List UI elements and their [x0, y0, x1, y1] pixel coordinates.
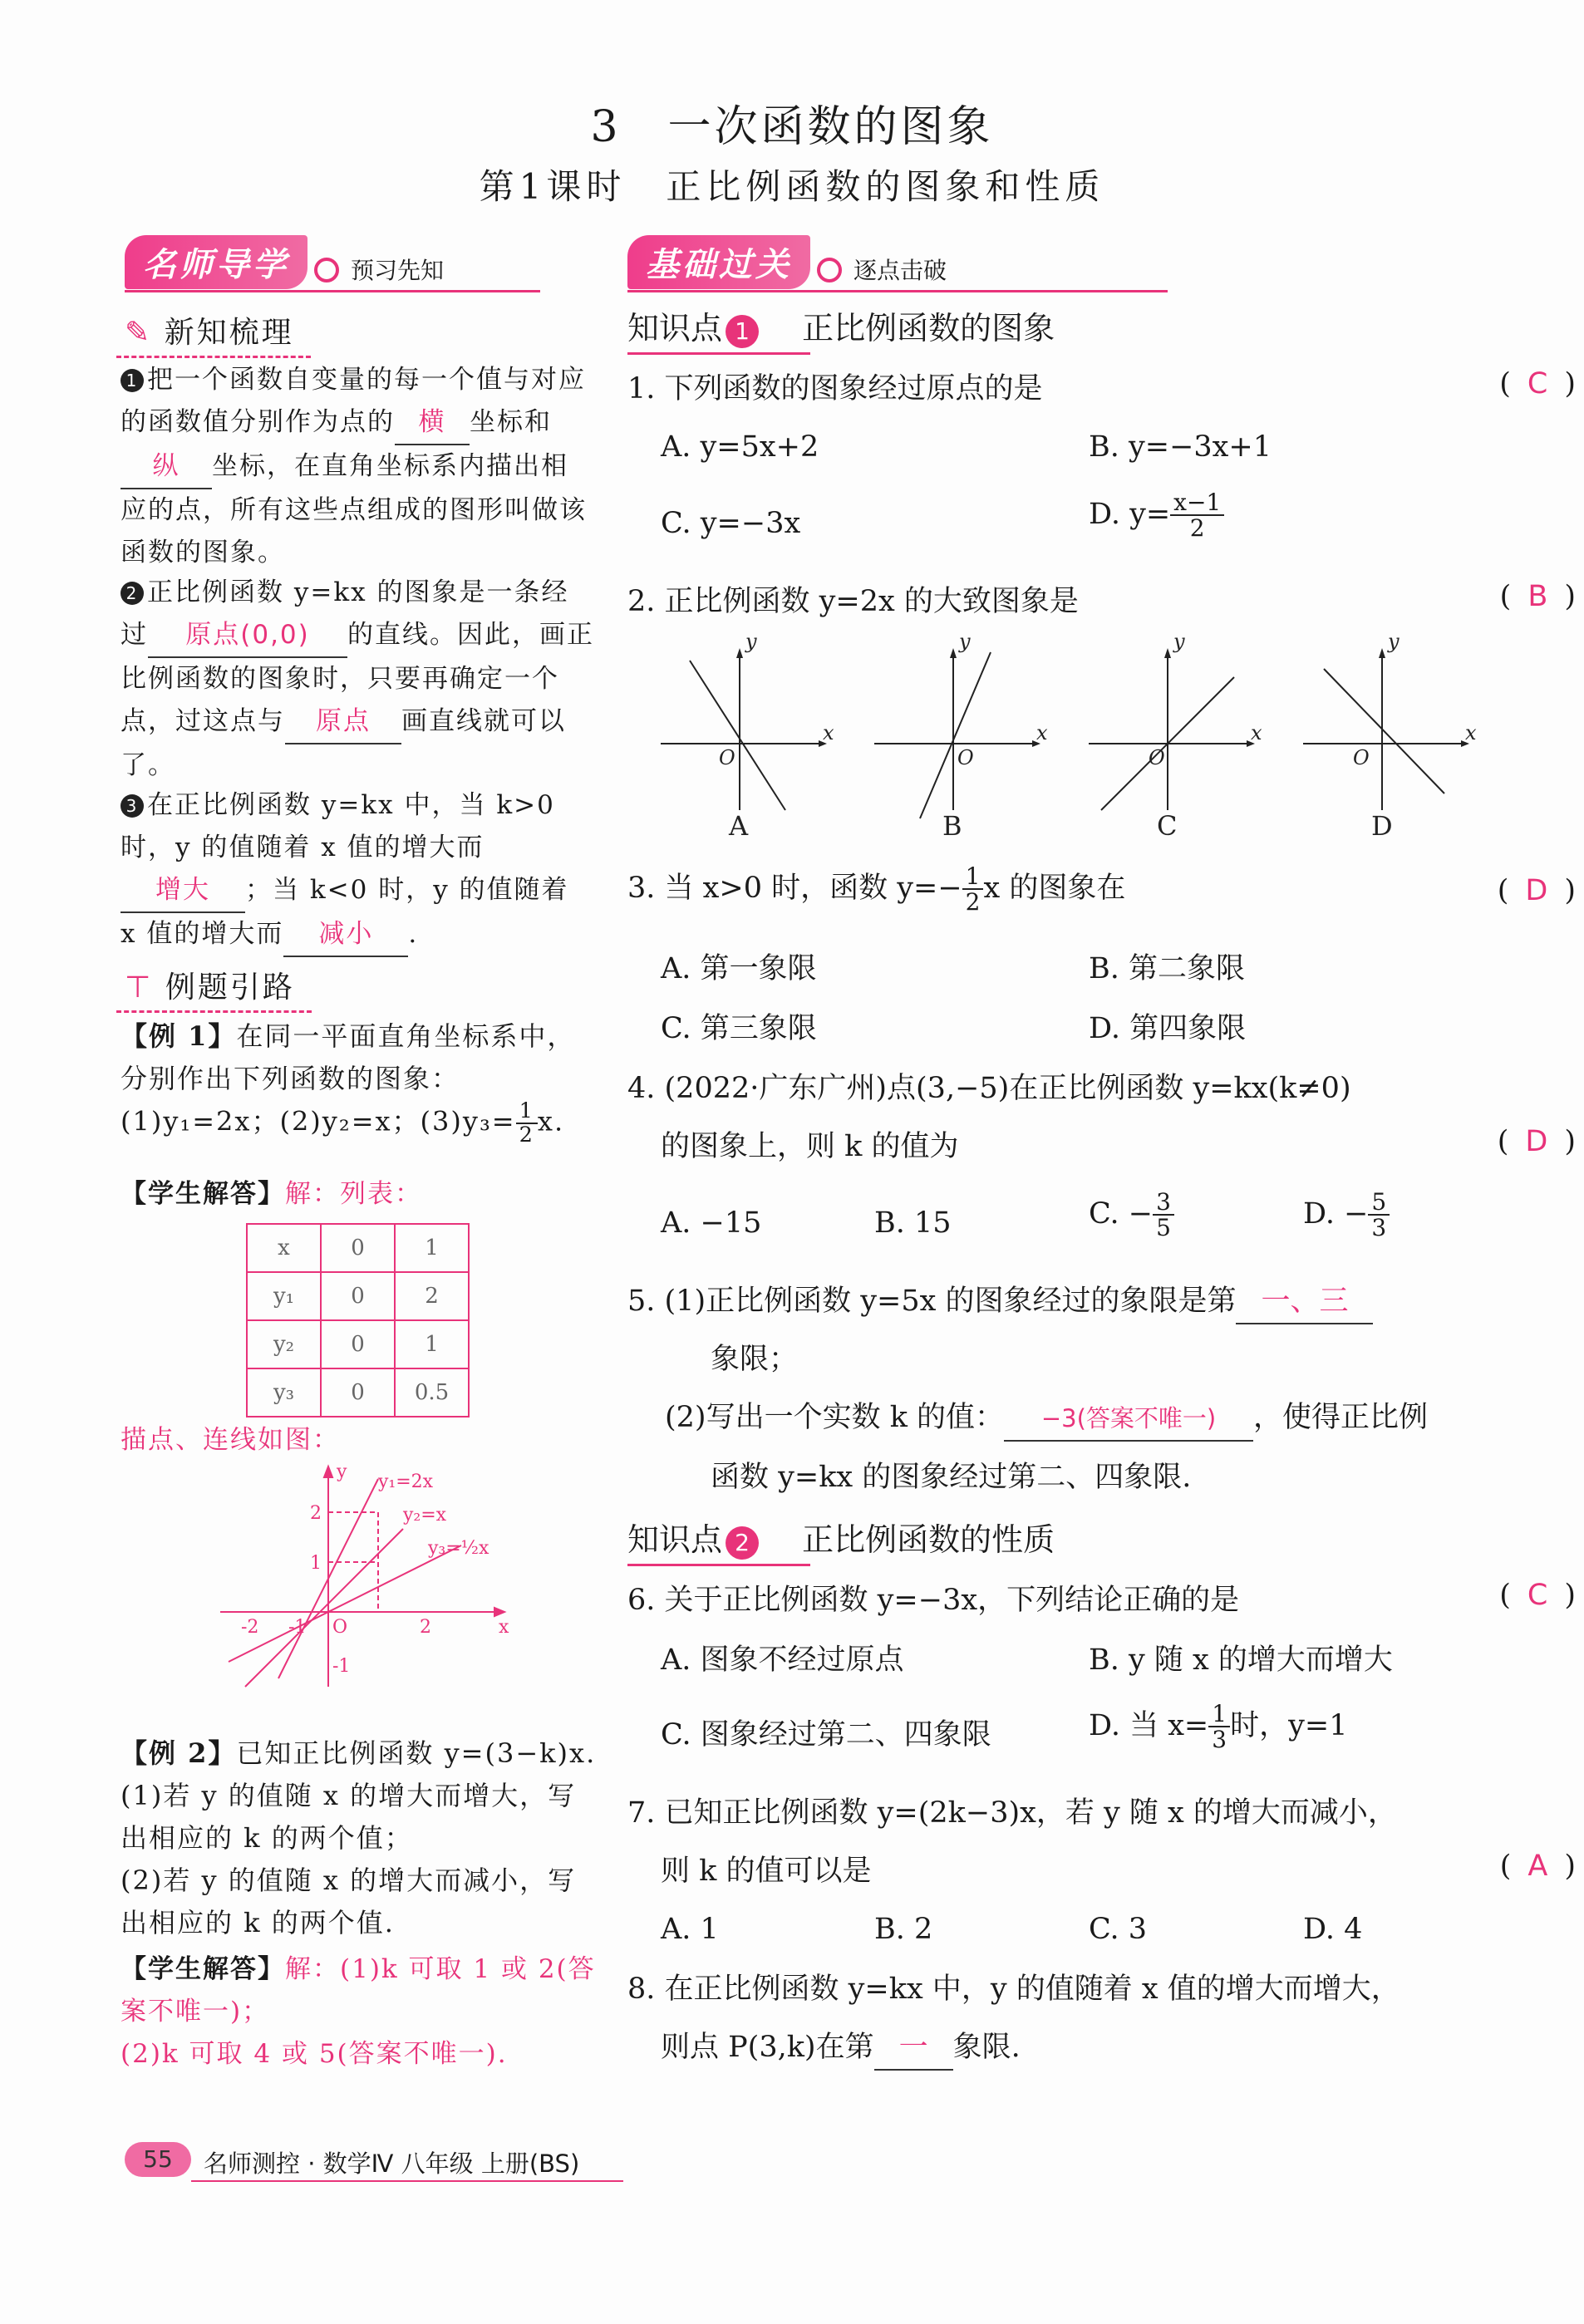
table-cell: 0.5 — [395, 1368, 469, 1417]
table-cell: 0 — [321, 1272, 395, 1320]
table-cell: x — [247, 1224, 321, 1272]
plot-note: 描点、连线如图： — [121, 1425, 340, 1455]
knowledge-point-3: 3 在正比例函数 y=kx 中，当 k>0 时，y 的值随着 x 值的增大而增大 ；当 k<0 时，y 的值随着 x 值的增大而 减小 . — [121, 784, 594, 957]
svg-text:A: A — [729, 810, 749, 842]
x-arrow — [494, 1608, 504, 1616]
answer-blank: 纵 — [121, 445, 212, 489]
y-arrow — [324, 1467, 332, 1477]
option: C. 第三象限 — [661, 1012, 817, 1045]
origin-label: O — [332, 1617, 348, 1638]
option: B. 第二象限 — [1089, 952, 1245, 985]
option: A. 图象不经过原点 — [661, 1644, 904, 1677]
option: C. 3 — [1089, 1913, 1148, 1946]
axis-label-x: x — [499, 1617, 509, 1638]
student-answer-1: 【学生解答】解：列表： — [121, 1179, 422, 1209]
svg-text:x: x — [1465, 721, 1477, 744]
answer-blank: 减小 — [283, 913, 408, 957]
section-title: 新知梳理 — [164, 316, 294, 350]
question-7: 7. 已知正比例函数 y=(2k−3)x，若 y 随 x 的增大而减小， — [627, 1796, 1397, 1830]
answer-4: ( D ) — [1497, 1125, 1576, 1158]
option: D. 当 x= $\frac{1}{3}$ 时，y=1 — [1089, 1700, 1348, 1754]
tick-x-m1: -1 — [288, 1617, 307, 1638]
label-y2: y₂=x — [403, 1505, 447, 1526]
tick-y-m1: -1 — [332, 1656, 351, 1677]
magnifier-icon — [314, 258, 339, 283]
question-4: 4. (2022·广东广州)点(3,−5)在正比例函数 y=kx(k≠0) — [627, 1072, 1351, 1105]
svg-text:C: C — [1157, 810, 1178, 842]
graph-option-a — [661, 648, 827, 810]
answer-1: ( C ) — [1499, 367, 1576, 400]
option: B. 15 — [874, 1206, 952, 1240]
svg-text:x: x — [1251, 721, 1262, 744]
option: D. 4 — [1303, 1913, 1363, 1946]
tick-x-m2: -2 — [241, 1617, 259, 1638]
knowledge-heading-2: 知识点 2 正比例函数的性质 — [627, 1514, 1055, 1560]
page-title: 3 一次函数的图象 — [590, 102, 994, 152]
table-cell: 2 — [395, 1272, 469, 1320]
graph-option-b — [874, 648, 1040, 818]
target-icon — [817, 258, 842, 283]
tick-y-2: 2 — [310, 1503, 322, 1524]
table-cell: 0 — [321, 1224, 395, 1272]
svg-text:x: x — [1036, 721, 1048, 744]
question-2: 2. 正比例函数 y=2x 的大致图象是 — [627, 585, 1079, 618]
label-y3: y₃=½x — [428, 1538, 489, 1559]
table-row — [247, 1224, 469, 1272]
question-5a: 5. (1)正比例函数 y=5x 的图象经过的象限是第 一、三 — [627, 1280, 1373, 1324]
question-8: 8. 在正比例函数 y=kx 中，y 的值随着 x 值的增大而增大， — [627, 1973, 1400, 2006]
svg-text:y: y — [1173, 631, 1185, 653]
option: A. −15 — [661, 1206, 762, 1240]
banner-underline — [125, 290, 540, 292]
banner-sub: 预习先知 — [351, 257, 445, 284]
svg-text:x: x — [823, 721, 834, 744]
section-heading — [125, 964, 295, 1006]
banner-underline — [627, 290, 1168, 292]
answer-6: ( C ) — [1499, 1579, 1576, 1612]
banner-sub: 逐点击破 — [853, 257, 947, 284]
example-2: 【例 2】已知正比例函数 y=(3−k)x. (1)若 y 的值随 x 的增大而增大，写出相应的 k 的两个值； (2)若 y 的值随 x 的增大而减小，写出相应的 k 的两个值. — [121, 1737, 597, 1938]
option: B. y=−3x+1 — [1089, 430, 1272, 464]
svg-text:O: O — [1149, 746, 1165, 769]
option: A. y=5x+2 — [661, 430, 819, 464]
knowledge-point-1: 1 把一个函数自变量的每一个值与对应的函数值分别作为点的 横 坐标和纵 坐标，在直角坐标系内描出相应的点，所有这些点组成的图形叫做该函数的图象。 — [121, 365, 587, 567]
option: C. − $\frac{3}{5}$ — [1089, 1190, 1174, 1241]
fraction: $\frac{1}{2}$ — [516, 1100, 538, 1147]
right-banner — [627, 241, 1168, 289]
knowledge-heading-1: 知识点 1 正比例函数的图象 — [627, 302, 1055, 348]
option: B. y 随 x 的增大而增大 — [1089, 1644, 1393, 1677]
section-title: 例题引路 — [165, 970, 295, 1005]
example-graph — [212, 1462, 519, 1695]
table-cell: 1 — [395, 1320, 469, 1368]
q2-graph-options — [648, 631, 1488, 848]
axis-label-y: y — [337, 1462, 347, 1482]
option: D. y= $\frac{x-1}{2}$ — [1089, 490, 1224, 541]
pencil-icon: ✎ — [125, 316, 153, 350]
table-cell: 0 — [321, 1368, 395, 1417]
question-3: 3. 当 x>0 时，函数 y=− $\frac{1}{2}$ x 的图象在 — [627, 862, 1126, 916]
tick-x-2: 2 — [420, 1617, 431, 1638]
dashed-underline — [116, 356, 311, 358]
question-5b: (2)写出一个实数 k 的值： −3(答案不唯一) ，使得正比例 — [665, 1396, 1428, 1442]
svg-text:O: O — [719, 746, 735, 769]
bullet-1-icon: 1 — [121, 369, 144, 392]
svg-text:y: y — [1388, 631, 1400, 653]
option: A. 第一象限 — [661, 952, 817, 985]
svg-text:D: D — [1371, 810, 1393, 842]
answer-blank: 原点(0,0) — [148, 614, 347, 658]
bullet-3-icon: 3 — [121, 794, 144, 818]
page-number: 55 — [125, 2142, 191, 2177]
dashed-underline — [116, 1010, 312, 1013]
value-table — [246, 1223, 470, 1417]
question-1: 1. 下列函数的图象经过原点的是 — [627, 372, 1043, 405]
option: A. 1 — [661, 1913, 719, 1946]
option: C. 图象经过第二、四象限 — [661, 1718, 991, 1752]
label-y1: y₁=2x — [378, 1472, 434, 1492]
svg-text:O: O — [957, 746, 974, 769]
answer-3: ( D ) — [1497, 874, 1576, 907]
footer-line — [191, 2180, 623, 2182]
graph-option-c — [1089, 648, 1255, 810]
left-banner — [125, 241, 540, 289]
section-heading — [125, 309, 294, 351]
table-cell: 0 — [321, 1320, 395, 1368]
banner-tag: 基础过关 — [627, 235, 810, 289]
table-cell: 1 — [395, 1224, 469, 1272]
answer-2: ( B ) — [1499, 580, 1576, 613]
table-row — [247, 1320, 469, 1368]
page-subtitle: 第1课时 正比例函数的图象和性质 — [479, 166, 1105, 207]
svg-text:O: O — [1353, 746, 1370, 769]
question-6: 6. 关于正比例函数 y=−3x，下列结论正确的是 — [627, 1584, 1240, 1617]
student-answer-2: 【学生解答】解：(1)k 可取 1 或 2(答案不唯一)； (2)k 可取 4 或 5(答案不唯一). — [121, 1954, 596, 2069]
answer-blank: 原点 — [285, 700, 401, 744]
answer-blank: 增大 — [121, 869, 245, 913]
option: D. 第四象限 — [1089, 1012, 1247, 1045]
banner-tag: 名师导学 — [125, 235, 307, 289]
option: D. − $\frac{5}{3}$ — [1303, 1190, 1390, 1241]
table-row — [247, 1272, 469, 1320]
line-y2 — [245, 1529, 403, 1687]
table-cell: y₁ — [247, 1272, 321, 1320]
knowledge-point-2: 2 正比例函数 y=kx 的图象是一条经过 原点(0,0) 的直线。因此，画正比例函数的图象时，只要再确定一个点，过这点与 原点 画直线就可以了。 — [121, 577, 594, 780]
signpost-icon: ⊤ — [125, 970, 154, 1005]
graph-option-d — [1303, 648, 1469, 810]
page: 3 一次函数的图象 第1课时 正比例函数的图象和性质 名师导学 预习先知 ✎ 新知梳理 1 把一个函数自变量的每一个值与对应的函数值分别作为点的 横 坐标和纵 坐标，在直角坐标系内描出相应的点，所有这些点组成的图形叫做该函数的图象。 2 正比例函数 y=kx 的图象是一条经过 原点(0,0) 的直线。因此，画正比例函数的图象时，只要再确定一个点，过这点与 原点 画直线就可以了。 3 在正比例函数 y=kx 中，当 k>0 时，y 的值随着 x 值的增大而增大 ；当 k<0 时，y 的值随着 x 值的增大而 减小 . ⊤ 例题引路 【例 1】在同一平面直角坐标系中，分别作出下列函数的图象： (1)y₁=2x；(2)y₂=x；(3)y₃= $\frac{1}{2}$ x. 【学生解答】解：列表： x 0 1 y₁ 0 2 y₂ 0 1 y₃ 0 0.5 描点、连线如图： y₁=2x y₂=x y₃=½x y x O 2 1 -1 -1 -2 2 【例 2】已知正比例函数 y=(3−k)x. (1)若 y 的值随 x 的增大而增大，写出相应的 k 的两个值； (2)若 y 的值随 x 的增大而减小，写出相应的 k 的两个值. 【学生解答】解：(1)k 可取 1 或 2(答案不唯一)； (2)k 可取 4 或 5(答案不唯一). 基础过关 逐点击破 知识点 1 正比例函数的图象 1. 下列函数的图象经过原点的是 ( C ) A. y=5x+2 B. y=−3x+1 C. y=−3x D. y= $\frac{x-1}{2}$ 2. 正比例函数 y=2x 的大致图象是 ( B ) y x O y x O y x O y x O A B C D 3. 当 x>0 时，函数 y=− $\frac{1}{2}$ x 的图象在 ( D ) A. 第一象限 B. 第二象限 C. 第三象限 D. 第四象限 4. (2022·广东广州)点(3,−5)在正比例函数 y=kx(k≠0) 的图象上，则 k 的值为 ( D ) A. −15 B. 15 C. − $\frac{3}{5}$ D. − $\frac{5}{3}$ 5. (1)正比例函数 y=5x 的图象经过的象限是第 一、三 象限； (2)写出一个实数 k 的值： −3(答案不唯一) ，使得正比例 函数 y=kx 的图象经过第二、四象限. 知识点 2 正比例函数的性质 6. 关于正比例函数 y=−3x，下列结论正确的是 ( C ) A. 图象不经过原点 B. y 随 x 的增大而增大 C. 图象经过第二、四象限 D. 当 x= $\frac{1}{3}$ 时，y=1 7. 已知正比例函数 y=(2k−3)x，若 y 随 x 的增大而减小， 则 k 的值可以是 ( A ) A. 1 B. 2 C. 3 D. 4 8. 在正比例函数 y=kx 中，y 的值随着 x 值的增大而增大， 则点 P(3,k)在第 一 象限. 55 名师测控 · 数学Ⅳ 八年级 上册(BS) — [0, 0, 1584, 2324]
table-row — [247, 1368, 469, 1417]
bullet-2-icon: 2 — [121, 582, 144, 605]
option: C. y=−3x — [661, 507, 801, 540]
table-cell: y₂ — [247, 1320, 321, 1368]
answer-blank: 横 — [395, 401, 470, 445]
option: B. 2 — [874, 1913, 933, 1946]
answer-7: ( A ) — [1499, 1850, 1576, 1883]
footer-text: 名师测控 · 数学Ⅳ 八年级 上册(BS) — [204, 2150, 580, 2178]
svg-text:y: y — [745, 631, 757, 653]
example-1: 【例 1】在同一平面直角坐标系中，分别作出下列函数的图象： (1)y₁=2x；(2)y₂=x；(3)y₃= $\frac{1}{2}$ x. — [121, 1020, 576, 1147]
tick-y-1: 1 — [310, 1553, 322, 1574]
table-cell: y₃ — [247, 1368, 321, 1417]
svg-text:B: B — [942, 810, 962, 842]
svg-text:y: y — [959, 631, 971, 653]
